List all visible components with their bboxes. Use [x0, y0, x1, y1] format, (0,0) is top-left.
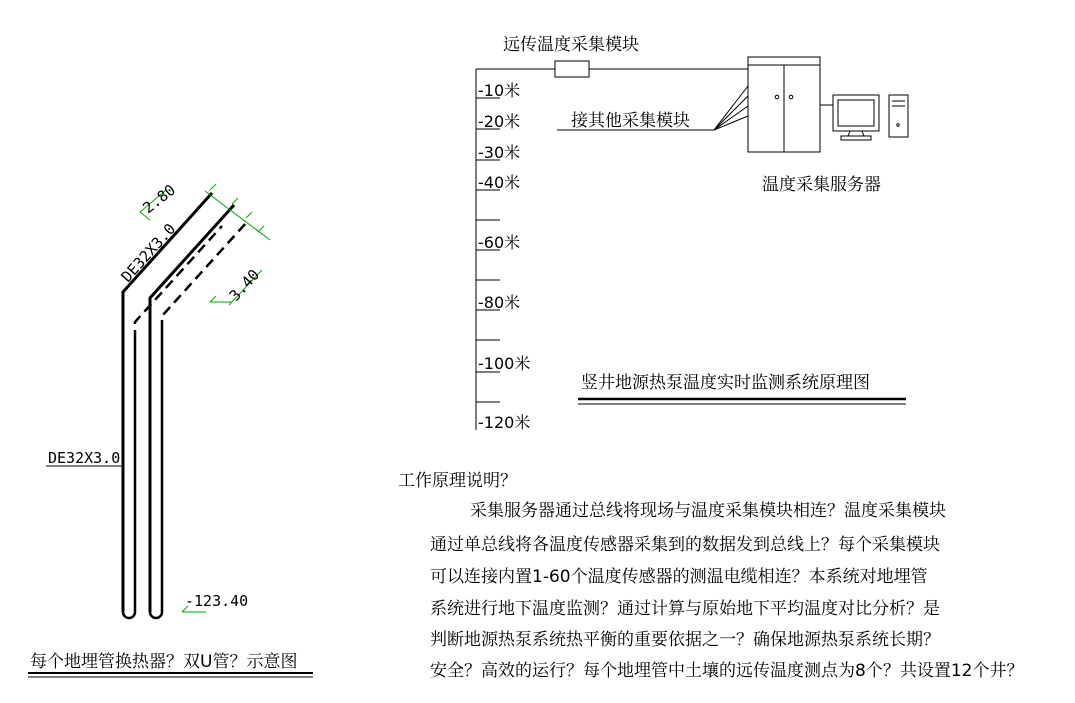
notes-line: 通过单总线将各温度传感器采集到的数据发到总线上？每个采集模块	[430, 535, 940, 555]
server-cabinet	[748, 57, 820, 152]
depth-label: -120米	[478, 413, 531, 432]
server-label: 温度采集服务器	[762, 175, 881, 195]
pipe-main-label: DE32X3.0	[48, 449, 121, 467]
dim-top-label: 2.80	[139, 180, 179, 218]
depth-label: -100米	[478, 354, 531, 373]
other-module-label: 接其他采集模块	[571, 111, 690, 131]
module-box	[555, 61, 589, 77]
pc-tower-icon	[889, 95, 908, 137]
depth-label: -40米	[478, 173, 521, 192]
depth-label: -10米	[478, 81, 521, 100]
depth-label: -80米	[478, 293, 521, 312]
notes-line: 安全？高效的运行？每个地埋管中土壤的远传温度测点为8个？共设置12个井？	[430, 661, 1024, 681]
depth-label: -20米	[478, 112, 521, 131]
notes-line: 判断地源热泵系统热平衡的重要依据之一？确保地源热泵系统长期？	[430, 630, 940, 650]
pipe-title: 每个地埋管换热器？双U管？示意图	[30, 652, 298, 672]
dim-bottom-label: -123.40	[185, 592, 249, 610]
pipe-diag-label: DE32X3.0	[117, 219, 180, 286]
notes-line: 可以连接内置1-60个温度传感器的测温电缆相连？本系统对地埋管	[430, 567, 928, 587]
depth-label: -30米	[478, 143, 521, 162]
depth-label: -60米	[478, 233, 521, 252]
module-label: 远传温度采集模块	[503, 35, 639, 55]
pipe-bottom-left	[123, 340, 135, 618]
notes-line: 系统进行地下温度监测？通过计算与原始地下平均温度对比分析？是	[430, 599, 940, 619]
pipe-bottom-right	[150, 330, 162, 618]
dim-bend-label: 3.40	[225, 265, 264, 305]
notes-line: 采集服务器通过总线将现场与温度采集模块相连？温度采集模块	[470, 501, 946, 521]
schematic-title: 竖井地源热泵温度实时监测系统原理图	[581, 373, 870, 393]
notes-heading: 工作原理说明？	[398, 471, 517, 491]
monitor-icon	[833, 95, 879, 140]
